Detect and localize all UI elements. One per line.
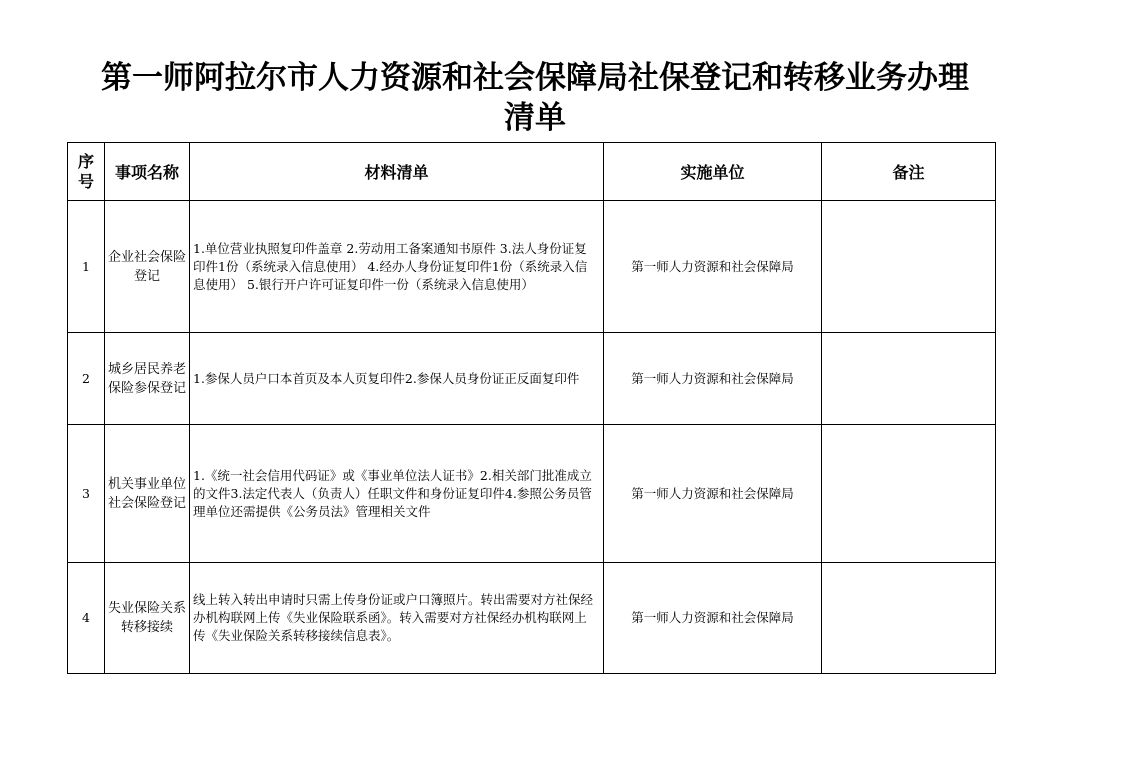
row-materials: 1.参保人员户口本首页及本人页复印件2.参保人员身份证正反面复印件 <box>190 333 604 425</box>
row-note <box>822 425 996 563</box>
row-materials: 线上转入转出申请时只需上传身份证或户口簿照片。转出需要对方社保经办机构联网上传《失业保险联系函》。转入需要对方社保经办机构联网上传《失业保险关系转移接续信息表》。 <box>190 563 604 674</box>
header-unit: 实施单位 <box>604 143 822 201</box>
row-item-name: 机关事业单位社会保险登记 <box>105 425 190 563</box>
row-note <box>822 333 996 425</box>
header-note: 备注 <box>822 143 996 201</box>
table-row <box>68 563 996 674</box>
row-unit: 第一师人力资源和社会保障局 <box>604 333 822 425</box>
table-row <box>68 425 996 563</box>
business-list-table <box>67 142 996 674</box>
row-unit: 第一师人力资源和社会保障局 <box>604 201 822 333</box>
row-materials: 1.单位营业执照复印件盖章 2.劳动用工备案通知书原件 3.法人身份证复印件1份（系统录入信息使用） 4.经办人身份证复印件1份（系统录入信息使用） 5.银行开户许可证复印件一份（系统录入信息使用） <box>190 201 604 333</box>
row-unit: 第一师人力资源和社会保障局 <box>604 425 822 563</box>
page-title: 第一师阿拉尔市人力资源和社会保障局社保登记和转移业务办理 <box>101 60 969 96</box>
row-seq: 4 <box>68 563 105 674</box>
row-seq: 1 <box>68 201 105 333</box>
row-seq: 2 <box>68 333 105 425</box>
row-materials: 1.《统一社会信用代码证》或《事业单位法人证书》2.相关部门批准成立的文件3.法定代表人（负责人）任职文件和身份证复印件4.参照公务员管理单位还需提供《公务员法》管理相关文件 <box>190 425 604 563</box>
header-item-name: 事项名称 <box>105 143 190 201</box>
row-item-name: 企业社会保险登记 <box>105 201 190 333</box>
header-seq: 序号 <box>68 143 105 201</box>
header-materials: 材料清单 <box>190 143 604 201</box>
row-note <box>822 563 996 674</box>
row-unit: 第一师人力资源和社会保障局 <box>604 563 822 674</box>
table-row <box>68 201 996 333</box>
row-item-name: 失业保险关系转移接续 <box>105 563 190 674</box>
row-item-name: 城乡居民养老保险参保登记 <box>105 333 190 425</box>
table-header-row <box>68 143 996 201</box>
page-title-continued: 清单 <box>504 100 566 136</box>
table-row <box>68 333 996 425</box>
row-seq: 3 <box>68 425 105 563</box>
row-note <box>822 201 996 333</box>
